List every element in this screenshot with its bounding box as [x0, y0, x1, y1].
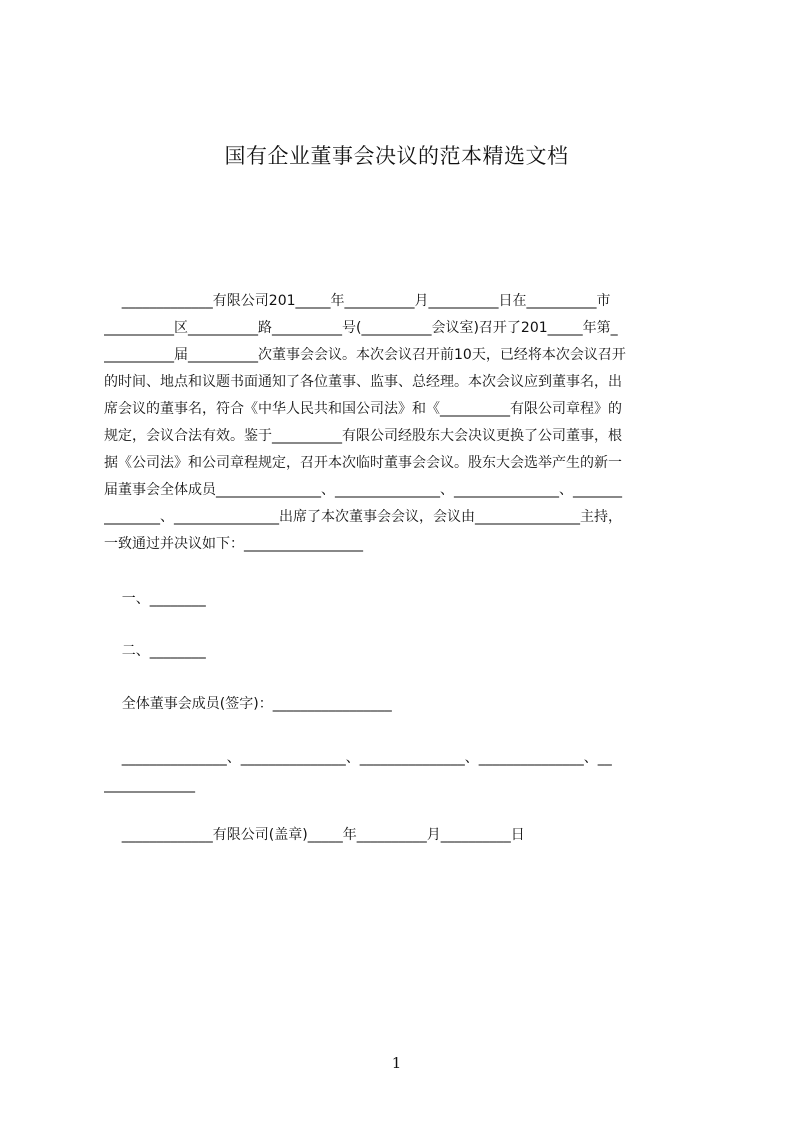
resolution-item-1: 一、________ — [104, 591, 206, 607]
signature-label: 全体董事会成员(签字)：_________________ — [104, 696, 392, 712]
body-line: 的时间、地点和议题书面通知了各位董事、监事、总经理。本次会议应到董事名，出 — [104, 374, 622, 390]
body-line: __________区__________路__________号(__________会议室)召开了201_____年第_ — [104, 320, 618, 336]
signature-line: _______________、_______________、_______________、_______________、__ — [104, 750, 612, 766]
body-line: _____________有限公司201_____年__________月__________日在__________市 — [104, 293, 611, 309]
body-line: 据《公司法》和公司章程规定，召开本次临时董事会会议。股东大会选举产生的新一 — [104, 455, 622, 471]
page-number: 1 — [391, 1054, 402, 1072]
seal-line: _____________有限公司(盖章)_____年__________月__________日 — [104, 827, 525, 843]
signature-line: _____________ — [104, 777, 195, 793]
body-line: 席会议的董事名，符合《中华人民共和国公司法》和《__________有限公司章程》的 — [104, 401, 622, 417]
resolution-item-2: 二、________ — [104, 643, 206, 659]
body-line: __________届__________次董事会会议。本次会议召开前10天，已经将本次会议召开 — [104, 347, 626, 363]
body-line: 一致通过并决议如下：_________________ — [104, 536, 363, 552]
body-line: ________、_______________出席了本次董事会会议，会议由_______________主持， — [104, 509, 622, 525]
document-title: 国有企业董事会决议的范本精选文档 — [224, 144, 569, 168]
body-line: 届董事会全体成员_______________、_______________、_______________、_______ — [104, 482, 622, 498]
body-line: 规定，会议合法有效。鉴于__________有限公司经股东大会决议更换了公司董事，根 — [104, 428, 622, 444]
